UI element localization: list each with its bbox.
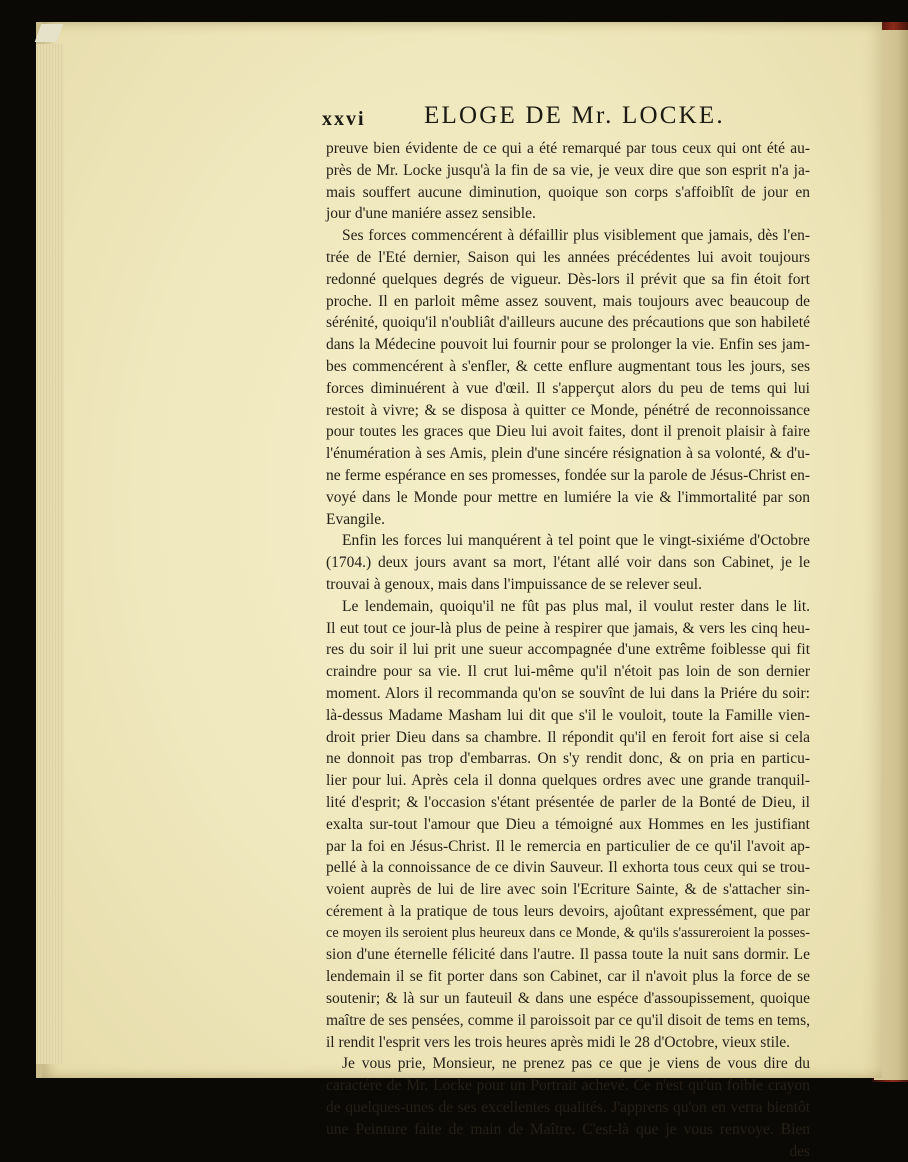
text-line: (1704.) deux jours avant sa mort, l'étant allé voir dans son Cabinet, je le — [326, 554, 810, 572]
text-line: voyé dans le Monde pour mettre en lumiére la vie & l'immortalité par son — [326, 488, 810, 506]
text-line: craindre pour sa vie. Il crut lui-même qu'il n'étoit pas loin de son dernier — [326, 663, 810, 681]
text-line: Le lendemain, quoiqu'il ne fût pas plus mal, il voulut rester dans le lit. — [342, 597, 810, 615]
text-line: maître de ses pensées, comme il paroissoit par ce qu'il disoit de tems en tems, — [326, 1011, 810, 1029]
text-line: bes commencérent à s'enfler, & cette enflure augmentant tous les jours, ses — [326, 357, 810, 375]
text-line: l'énumération à ses Amis, plein d'une sincére résignation à sa volonté, & d'u- — [326, 445, 810, 463]
text-line: Evangile. — [326, 510, 385, 528]
text-line: sérénité, quoiqu'il n'oubliât d'ailleurs aucune des précautions que son habileté — [326, 314, 810, 332]
text-line: proche. Il en parloit même assez souvent, mais toujours avec beaucoup de — [326, 292, 810, 310]
text-line: caractére de Mr. Locke pour un Portrait achevé. Ce n'est qu'un foible crayon — [326, 1077, 810, 1095]
text-line: Ses forces commencérent à défaillir plus visiblement que jamais, dès l'en- — [342, 227, 810, 245]
text-line: ce moyen ils seroient plus heureux dans ce Monde, & qu'ils s'assureroient la posses- — [326, 924, 810, 941]
text-line: trouvai à genoux, mais dans l'impuissance de se relever seul. — [326, 575, 702, 593]
text-line: res du soir il lui prit une sueur accompagnée d'une extrême foiblesse qui fit — [326, 641, 810, 659]
page-edges — [36, 44, 64, 1064]
page-header — [320, 100, 820, 134]
catchword: des — [789, 1142, 810, 1160]
text-line: preuve bien évidente de ce qui a été remarqué par tous ceux qui ont été au- — [326, 140, 810, 157]
text-line: lité d'esprit; & l'occasion s'étant présentée de parler de la Bonté de Dieu, il — [326, 793, 810, 811]
text-line: dans la Médecine pouvoit lui fournir pour se prolonger la vie. Enfin ses jam- — [326, 336, 810, 354]
text-line: mais souffert aucune diminution, quoique son corps s'affoiblît de jour en — [326, 183, 810, 201]
text-line: près de Mr. Locke jusqu'à la fin de sa vie, je veux dire que son esprit n'a ja- — [326, 161, 810, 179]
text-line: droit prier Dieu dans sa chambre. Il répondit qu'il en feroit fort aise si cela — [326, 728, 810, 746]
text-line: jour d'une maniére assez sensible. — [326, 205, 536, 223]
text-line: Je vous prie, Monsieur, ne prenez pas ce que je viens de vous dire du — [342, 1055, 810, 1073]
text-line: Enfin les forces lui manquérent à tel point que le vingt-sixiéme d'Octobre — [342, 532, 810, 550]
text-line: pour toutes les graces que Dieu lui avoit faites, dont il prenoit plaisir à faire — [326, 423, 810, 441]
text-line: par la foi en Jésus-Christ. Il le remercia en particulier de ce qu'il l'avoit ap- — [326, 837, 810, 855]
text-line: forces diminuérent à vue d'œil. Il s'apperçut alors du peu de tems qui lui — [326, 379, 810, 397]
text-line: lier pour lui. Après cela il donna quelques ordres avec une grande tranquil- — [326, 772, 810, 790]
text-line: il rendit l'esprit vers les trois heures après midi le 28 d'Octobre, vieux stile. — [326, 1033, 791, 1051]
text-line: moment. Alors il recommanda qu'on se souvînt de lui dans la Priére du soir: — [326, 684, 810, 702]
text-line: restoit à vivre; & se disposa à quitter ce Monde, pénétré de reconnoissance — [326, 401, 810, 419]
text-line: pellé à la connoissance de ce divin Sauveur. Il exhorta tous ceux qui se trou- — [326, 859, 810, 877]
text-line: Il eut tout ce jour-là plus de peine à respirer que jamais, & vers les cinq heu- — [326, 619, 810, 637]
text-line: sion d'une éternelle félicité dans l'autre. Il passa toute la nuit sans dormir. Le — [326, 946, 810, 964]
text-line: ne donnoit pas trop d'embarras. On s'y rendit donc, & on pria en particu- — [326, 750, 810, 768]
text-line: ne ferme espérance en ses promesses, fondée sur la parole de Jésus-Christ en- — [326, 466, 810, 484]
text-line: lendemain il se fit porter dans son Cabinet, car il n'avoit plus la force de se — [326, 968, 810, 986]
text-line: redonné quelques degrés de vigueur. Dès-lors il prévit que sa fin étoit fort — [326, 270, 810, 288]
text-line: là-dessus Madame Masham lui dit que s'il le vouloit, toute la Famille vien- — [326, 706, 810, 724]
text-line: exalta sur-tout l'amour que Dieu a témoigné aux Hommes en les justifiant — [326, 815, 810, 833]
text-line: soutenir; & là sur un fauteuil & dans une espéce d'assoupissement, quoique — [326, 990, 810, 1008]
text-line: voient auprès de lui de lire avec soin l'Ecriture Sainte, & de s'attacher sin- — [326, 881, 810, 899]
running-title: ELOGE DE Mr. LOCKE. — [424, 102, 725, 129]
text-line: de quelques-unes de ses excellentes qualités. J'apprens qu'on en verra bientôt — [326, 1099, 810, 1117]
text-line: trée de l'Eté dernier, Saison qui les années précédentes lui avoit toujours — [326, 248, 810, 266]
text-line: une Peinture faite de main de Maître. C'est-là que je vous renvoye. Bien — [326, 1120, 810, 1138]
page-number: xxvi — [322, 108, 366, 130]
body-text — [326, 138, 810, 1162]
text-line: cérement à la pratique de tous leurs devoirs, ajoûtant expressément, que par — [326, 902, 810, 920]
